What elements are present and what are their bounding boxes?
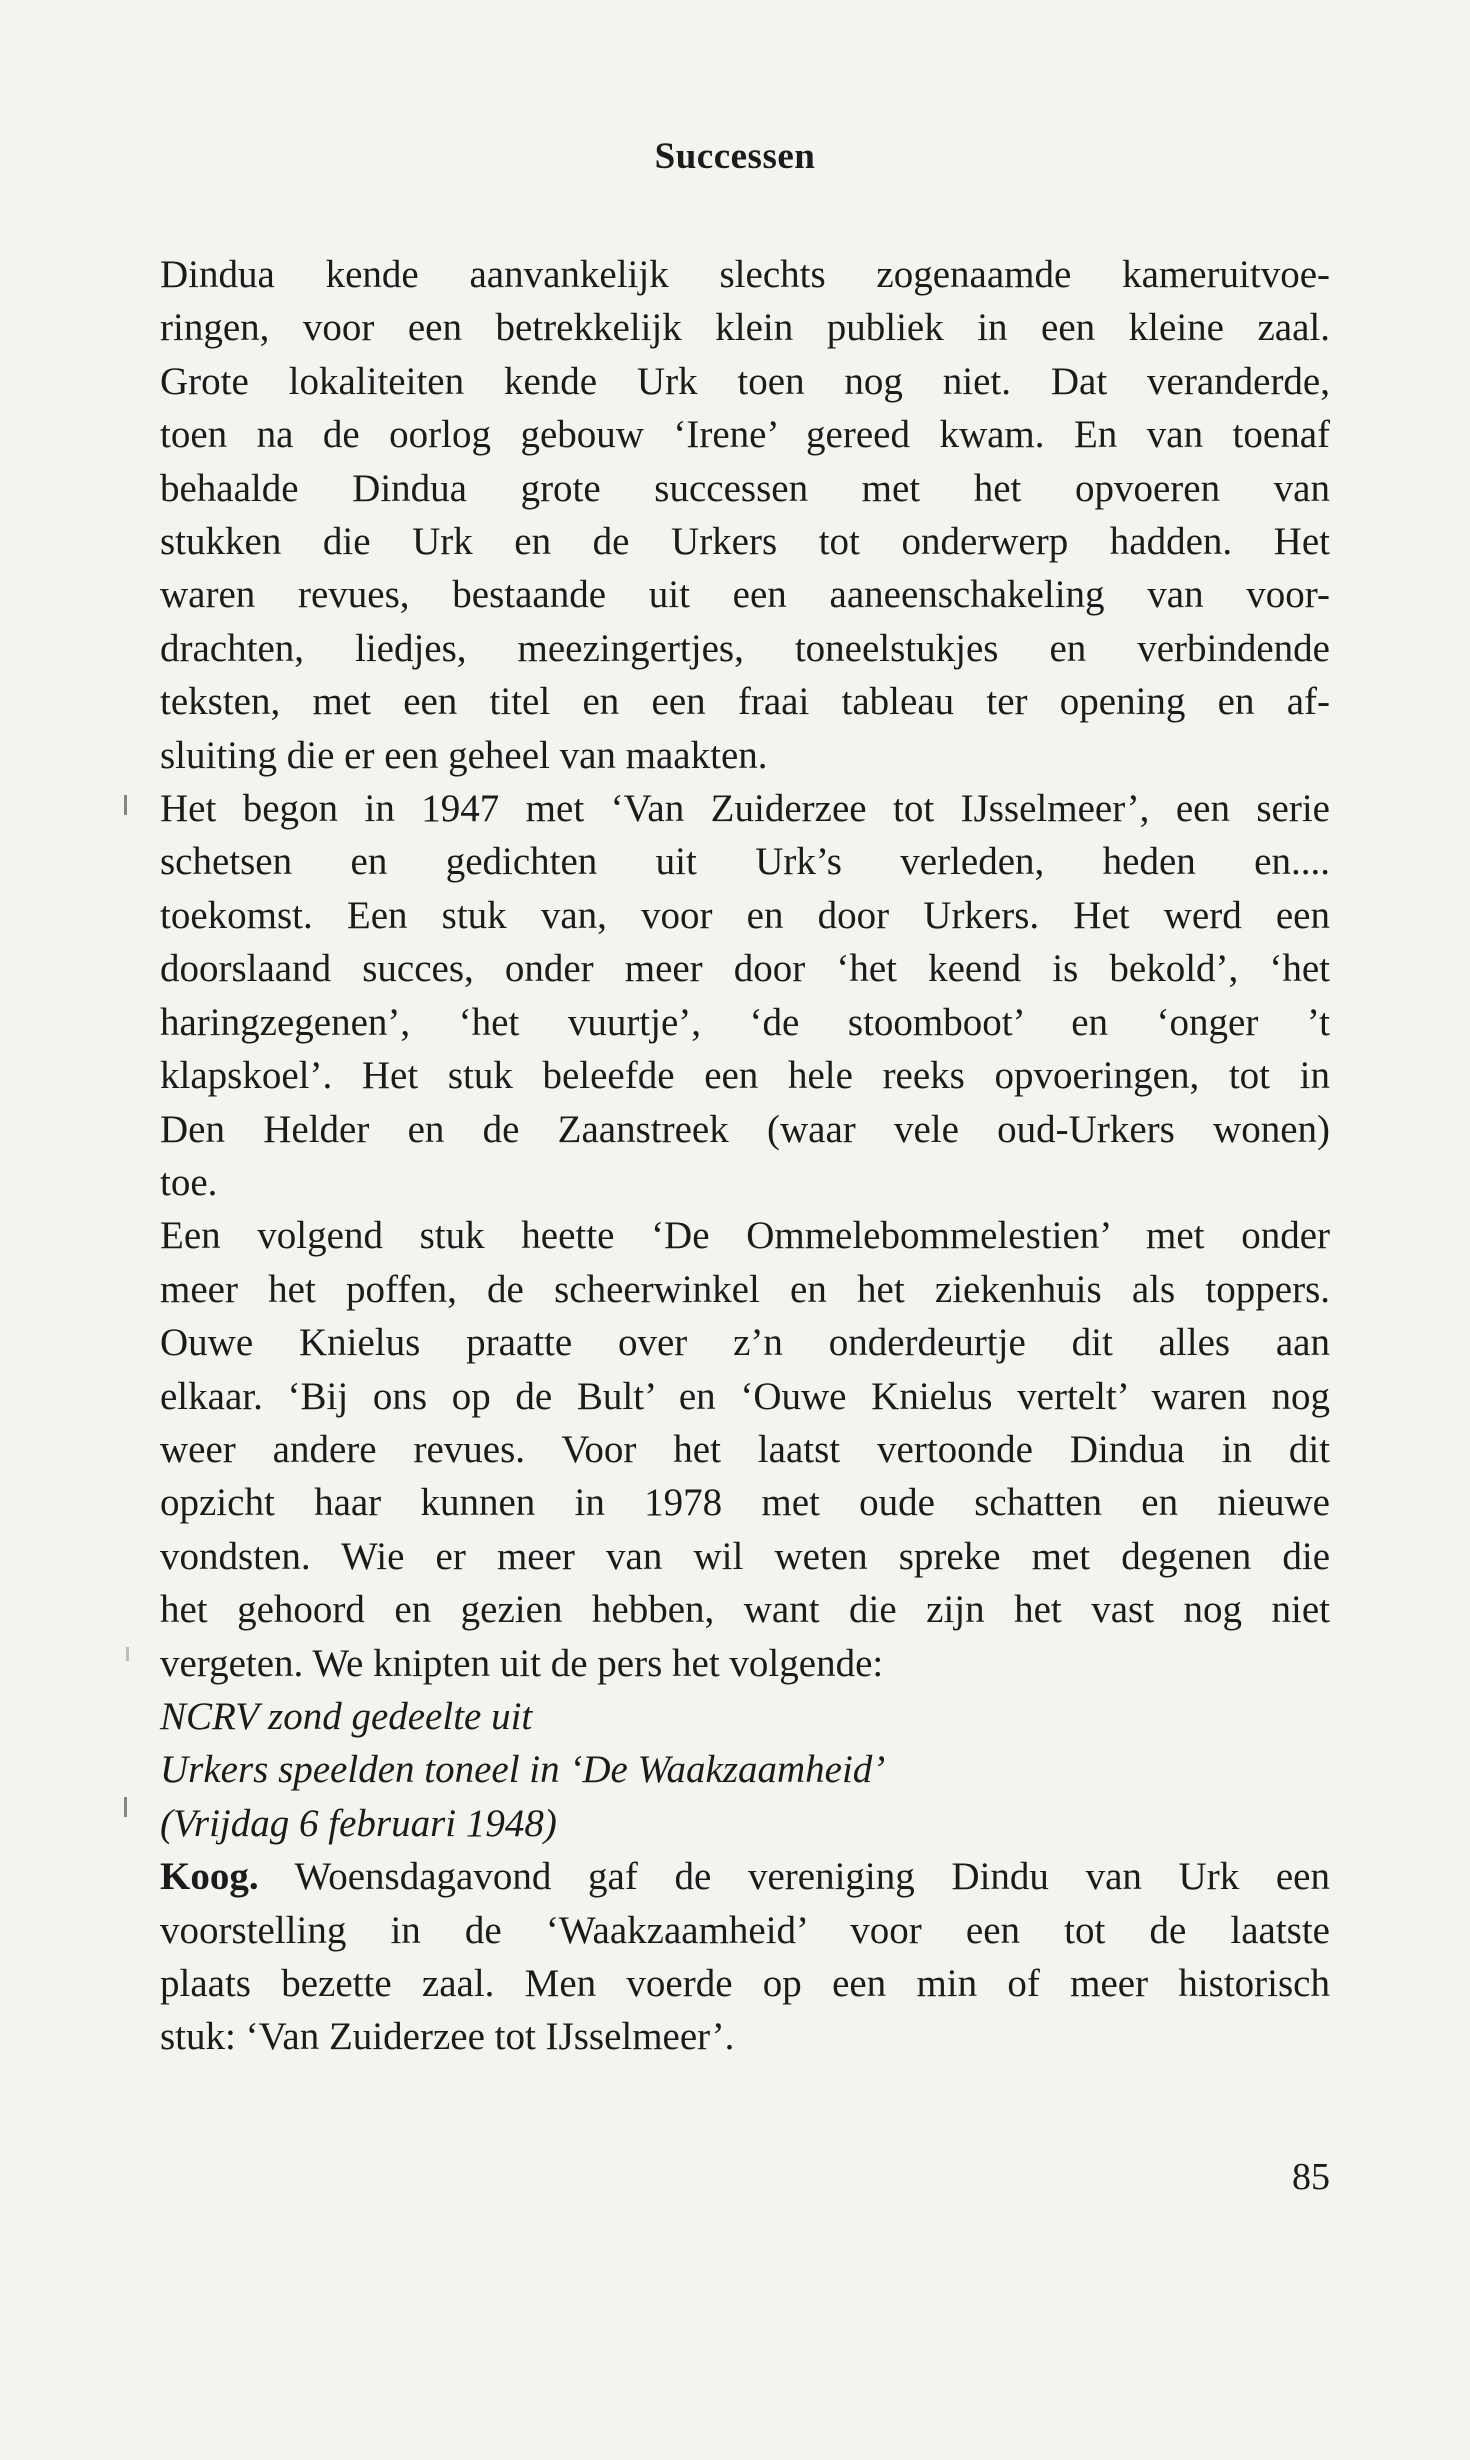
text-line: vondsten. Wie er meer van wil weten spreke met degenen die [160, 1534, 1330, 1578]
text-line: elkaar. ‘Bij ons op de Bult’ en ‘Ouwe Knielus vertelt’ waren nog [160, 1374, 1330, 1418]
text-line: het gehoord en gezien hebben, want die zijn het vast nog niet [160, 1588, 1330, 1632]
text-line: Grote lokaliteiten kende Urk toen nog niet. Dat veranderde, [160, 359, 1330, 403]
text-line: vergeten. We knipten uit de pers het volgende: [160, 1641, 884, 1685]
clipping-headline: NCRV zond gedeelte uit [160, 1694, 533, 1738]
margin-mark [124, 795, 127, 815]
text-line: haringzegenen’, ‘het vuurtje’, ‘de stoomboot’ en ‘onger ’t [160, 1000, 1330, 1044]
text-line: Dindua kende aanvankelijk slechts zogenaamde kameruitvoe- [160, 253, 1330, 296]
text-line: toe. [160, 1160, 218, 1204]
text-line: Ouwe Knielus praatte over z’n onderdeurtje dit alles aan [160, 1321, 1330, 1365]
text-line: plaats bezette zaal. Men voerde op een min of meer historisch [160, 1962, 1330, 2005]
text-line: stuk: ‘Van Zuiderzee tot IJsselmeer’. [160, 2015, 735, 2059]
clipping-date: (Vrijdag 6 februari 1948) [160, 1801, 557, 1845]
text-line: meer het poffen, de scheerwinkel en het ziekenhuis als toppers. [160, 1267, 1330, 1311]
clipping-first-line [160, 1850, 1330, 1903]
clipping-text: Woensdagavond gaf de vereniging Dindu van Urk een [258, 1855, 1330, 1899]
text-line: waren revues, bestaande uit een aaneenschakeling van voor- [160, 573, 1330, 617]
text-line: Den Helder en de Zaanstreek (waar vele oud-Urkers wonen) [160, 1107, 1330, 1151]
text-line: doorslaand succes, onder meer door ‘het keend is bekold’, ‘het [160, 947, 1330, 991]
body-text [160, 248, 1330, 2064]
text-line: weer andere revues. Voor het laatst vertoonde Dindua in dit [160, 1427, 1330, 1471]
text-line: drachten, liedjes, meezingertjes, toneelstukjes en verbindende [160, 626, 1330, 670]
text-line: schetsen en gedichten uit Urk’s verleden, heden en.... [160, 840, 1330, 884]
text-line: toekomst. Een stuk van, voor en door Urkers. Het werd een [160, 893, 1330, 937]
text-line: voorstelling in de ‘Waakzaamheid’ voor een tot de laatste [160, 1908, 1330, 1952]
text-line: Een volgend stuk heette ‘De Ommelebommelestien’ met onder [160, 1214, 1330, 1258]
text-line: teksten, met een titel en een fraai tableau ter opening en af- [160, 680, 1330, 724]
page-number: 85 [1292, 2156, 1330, 2198]
text-line: toen na de oorlog gebouw ‘Irene’ gereed kwam. En van toenaf [160, 413, 1330, 457]
text-line: sluiting die er een geheel van maakten. [160, 733, 768, 777]
margin-mark [126, 1647, 129, 1661]
text-line: stukken die Urk en de Urkers tot onderwerp hadden. Het [160, 520, 1330, 564]
clipping-subheadline: Urkers speelden toneel in ‘De Waakzaamheid’ [160, 1748, 886, 1792]
margin-mark [124, 1797, 127, 1817]
text-line: behaalde Dindua grote successen met het opvoeren van [160, 466, 1330, 510]
page-title: Successen [654, 136, 816, 177]
text-line: opzicht haar kunnen in 1978 met oude schatten en nieuwe [160, 1481, 1330, 1525]
text-line: Het begon in 1947 met ‘Van Zuiderzee tot IJsselmeer’, een serie [160, 787, 1330, 831]
clipping-place: Koog. [160, 1855, 259, 1899]
text-line: klapskoel’. Het stuk beleefde een hele reeks opvoeringen, tot in [160, 1054, 1330, 1098]
text-line: ringen, voor een betrekkelijk klein publiek in een kleine zaal. [160, 306, 1330, 350]
